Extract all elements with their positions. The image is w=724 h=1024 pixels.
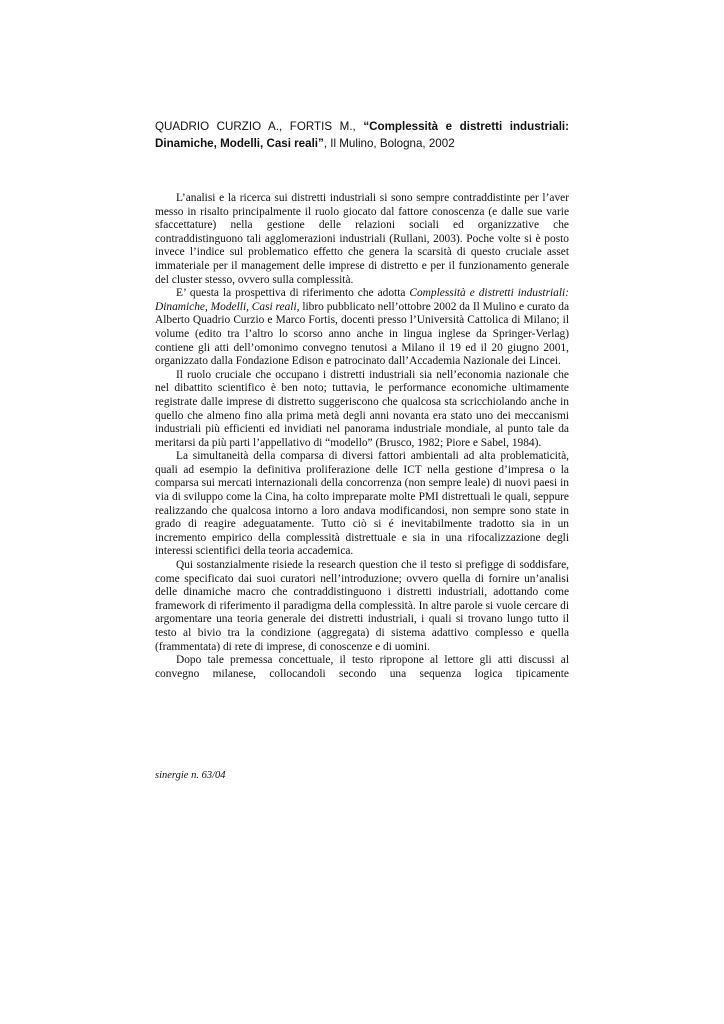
page [155, 118, 569, 681]
journal-footer: sinergie n. 63/04 [155, 770, 226, 781]
paragraph-2 [155, 287, 569, 369]
paragraph-2-rest: , libro pubblicato nell’ottobre 2002 da Il Mulino e curato da Alberto Quadrio Curzio e Marco Fortis, docenti presso l’Università Cattolica di Milano; il volume (edito tra l’altro lo scorso anno anche in lingua inglese da Springer-Verlag) contiene gli atti dell’omonimo convegno tenutosi a Milano il 19 ed il 20 giugno 2001, organizzato dalla Fondazione Edison e patrocinato dall’Accademia Nazionale dei Lincei. [155, 300, 569, 368]
paragraph-2-lead: E’ questa la prospettiva di riferimento che adotta [176, 287, 410, 300]
review-header [155, 118, 569, 152]
paragraph-5: Qui sostanzialmente risiede la research question che il testo si prefigge di soddisfare, come specificato dai suoi curatori nell’introduzione; ovvero quella di fornire un’analisi delle dinamiche macro che contraddistinguono i distretti industriali, adottando come framework di riferimento il paradigma della complessità. In altre parole si vuole cercare di argomentare una teoria generale dei distretti industriali, i quali si trovano lungo tutto il testo al bivio tra la condizione (aggregata) di sistema adattivo complesso e quella (frammentata) di rete di imprese, di conoscenze e di uomini. [155, 559, 569, 653]
paragraph-1: L’analisi e la ricerca sui distretti industriali si sono sempre contraddistinte per l’aver messo in risalto principalmente il ruolo giocato dal fattore conoscenza (e dalle sue varie sfaccettature) nella gestione delle relazioni sociali ed organizzative che contraddistinguono tali agglomerazioni industriali (Rullani, 2003). Poche volte si è posto invece l’indice sul problematico effetto che genera la scarsità di questo cruciale asset immateriale per il management delle imprese di distretto e per il funzionamento generale del cluster stesso, ovvero sulla complessità. [155, 192, 569, 286]
paragraph-6: Dopo tale premessa concettuale, il testo ripropone al lettore gli atti discussi al convegno milanese, collocandoli secondo una sequenza logica tipicamente [155, 654, 569, 680]
paragraph-3: Il ruolo cruciale che occupano i distretti industriali sia nell’economia nazionale che nel dibattito scientifico è ben noto; tuttavia, le performance economiche ultimamente registrate dalle imprese di distretto suggeriscono che qualcosa sta scricchiolando anche in quello che almeno fino alla prima metà degli anni novanta era stato uno dei meccanismi industriali più efficienti ed invidiati nel panorama industriale mondiale, al punto tale da meritarsi da più parti l’appellativo di “modello” (Brusco, 1982; Piore e Sabel, 1984). [155, 368, 569, 449]
header-publisher: , Il Mulino, Bologna, 2002 [323, 137, 455, 150]
header-authors: QUADRIO CURZIO A., FORTIS M., [155, 120, 364, 133]
header-book-title: “Complessità e distretti industriali: Dinamiche, Modelli, Casi reali” [155, 120, 569, 150]
paragraph-2-book-title: Complessità e distretti industriali: Dinamiche, Modelli, Casi reali [155, 287, 569, 313]
paragraph-4: La simultaneità della comparsa di diversi fattori ambientali ad alta problematicità, quali ad esempio la definitiva proliferazione delle ICT nella gestione d’impresa o la comparsa sui mercati internazionali della concorrenza (non sempre leale) di nuovi paesi in via di sviluppo come la Cina, ha colto impreparate molte PMI distrettuali le quali, seppure realizzando che qualcosa intorno a loro andava modificandosi, non sempre sono state in grado di reagire adeguatamente. Tutto ciò si é inevitabilmente tradotto sia in un incremento empirico della complessità distrettuale e sia in una rifocalizzazione degli interessi scientifici della teoria accademica. [155, 450, 569, 558]
review-body [155, 192, 569, 681]
